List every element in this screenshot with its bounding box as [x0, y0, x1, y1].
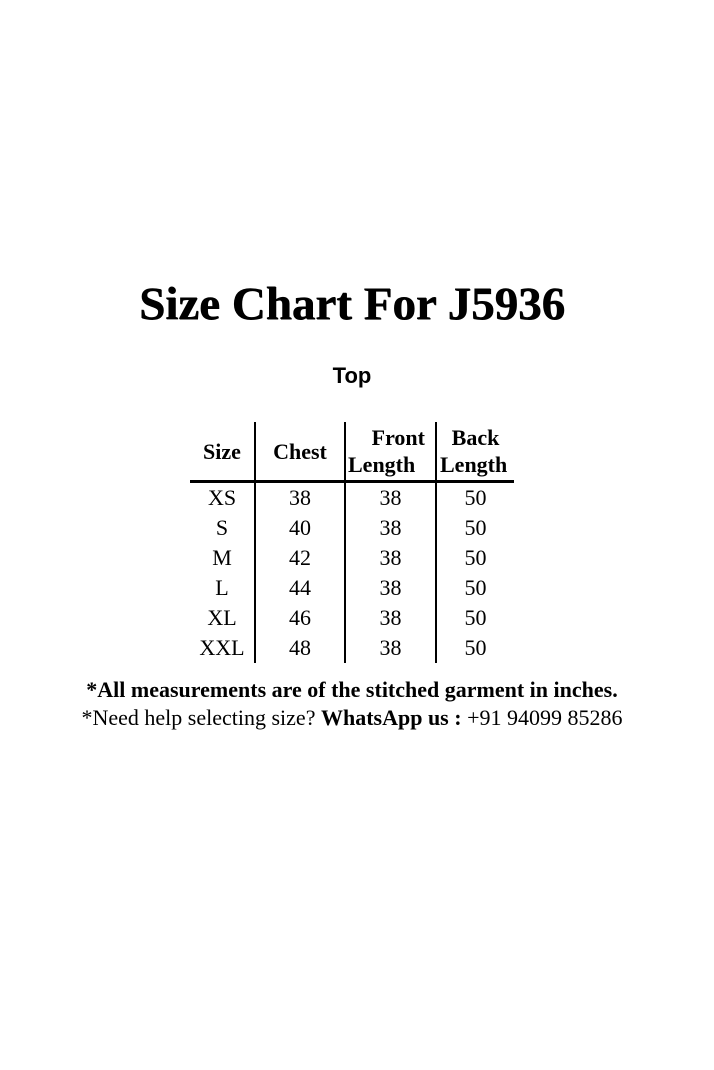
cell-front-length: 38 — [345, 573, 436, 603]
cell-size: XS — [190, 482, 255, 514]
table-row — [190, 543, 514, 573]
size-chart-table — [190, 422, 514, 663]
cell-front-length: 38 — [345, 633, 436, 663]
cell-front-length: 38 — [345, 603, 436, 633]
table-row — [190, 573, 514, 603]
header-size: Size — [190, 422, 255, 482]
cell-size: M — [190, 543, 255, 573]
cell-front-length: 38 — [345, 482, 436, 514]
cell-back-length: 50 — [464, 635, 487, 660]
help-note — [0, 704, 704, 732]
table-header-row — [190, 422, 514, 482]
header-chest: Chest — [255, 422, 345, 482]
cell-chest: 40 — [255, 513, 345, 543]
cell-front-length: 38 — [345, 543, 436, 573]
header-back-length-line-1: Back — [451, 425, 500, 450]
notes — [0, 676, 704, 732]
cell-size: L — [190, 573, 255, 603]
help-note-prefix: *Need help selecting size? — [81, 705, 316, 730]
cell-chest: 48 — [255, 633, 345, 663]
cell-back-length: 50 — [464, 575, 487, 600]
cell-size: XXL — [190, 633, 255, 663]
table-row — [190, 482, 514, 514]
table-body — [190, 482, 514, 664]
cell-back-length: 50 — [464, 485, 487, 510]
header-front-length-line-1: Front — [371, 425, 425, 450]
header-front-length-line-2: Length — [348, 452, 416, 477]
cell-size: S — [190, 513, 255, 543]
cell-back-length: 50 — [464, 605, 487, 630]
phone-number: +91 94099 85286 — [467, 705, 623, 730]
page-title: Size Chart For J5936 — [139, 278, 565, 330]
table-row — [190, 633, 514, 663]
cell-front-length: 38 — [345, 513, 436, 543]
header-back-length — [436, 422, 514, 482]
cell-back-length: 50 — [464, 515, 487, 540]
cell-chest: 44 — [255, 573, 345, 603]
cell-chest: 38 — [255, 482, 345, 514]
whatsapp-label: WhatsApp us : — [320, 705, 462, 730]
header-front-length — [345, 422, 436, 482]
cell-chest: 46 — [255, 603, 345, 633]
measurement-note: *All measurements are of the stitched garment in inches. — [86, 677, 618, 702]
cell-size: XL — [190, 603, 255, 633]
cell-back-length: 50 — [464, 545, 487, 570]
table-row — [190, 603, 514, 633]
header-back-length-line-2: Length — [440, 452, 508, 477]
cell-chest: 42 — [255, 543, 345, 573]
section-title: Top — [332, 363, 372, 388]
table-row — [190, 513, 514, 543]
